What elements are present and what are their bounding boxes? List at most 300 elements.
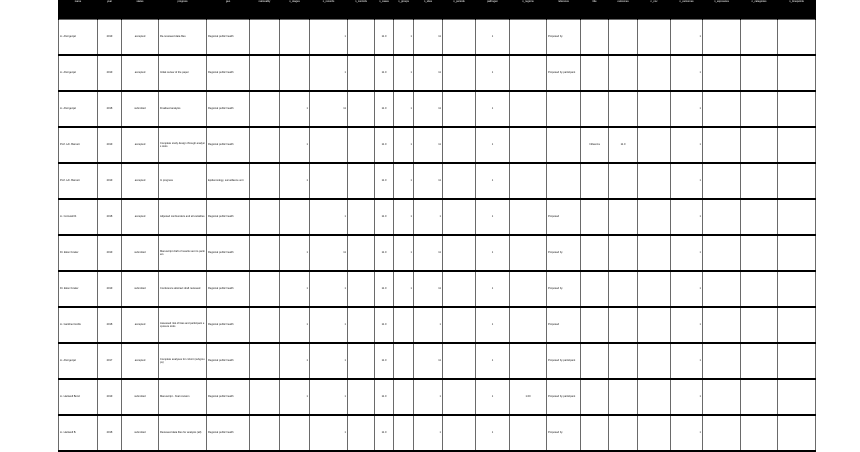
table-cell[interactable] [609,199,638,235]
column-header[interactable]: n_stages [280,0,310,20]
column-header[interactable]: nationality [250,0,280,20]
column-header[interactable]: n_sites [414,0,443,20]
table-cell[interactable]: 1 [280,91,310,127]
table-cell[interactable] [581,235,609,271]
table-cell[interactable] [310,127,348,163]
table-cell[interactable] [510,199,547,235]
table-row[interactable] [59,271,816,307]
table-cell[interactable] [581,199,609,235]
table-cell[interactable] [510,55,547,91]
table-cell[interactable] [394,307,414,343]
table-cell[interactable] [638,415,671,451]
table-cell[interactable] [638,20,671,56]
table-cell[interactable]: 1 [671,307,703,343]
table-cell[interactable] [250,307,280,343]
table-cell[interactable]: 11.0 [375,379,394,415]
table-cell[interactable]: 1 [476,307,510,343]
table-cell[interactable]: 2019 [98,20,122,56]
table-cell[interactable]: submitted [122,415,159,451]
table-cell[interactable]: 11.0 [375,415,394,451]
table-cell[interactable]: Lt. Ahorgenjel [59,343,98,379]
table-cell[interactable] [250,163,280,199]
table-cell[interactable] [348,55,375,91]
table-cell[interactable] [510,307,547,343]
table-cell[interactable] [443,127,476,163]
table-cell[interactable]: Prof. Ldr. Barnett [59,127,98,163]
table-cell[interactable]: accepted [122,199,159,235]
table-cell[interactable]: Re-reviewed data files [159,20,207,56]
table-cell[interactable]: 1 [476,271,510,307]
table-cell[interactable]: 1 [671,55,703,91]
table-cell[interactable]: 1 [476,163,510,199]
table-cell[interactable]: 11.0 [375,163,394,199]
table-cell[interactable]: 11 [414,55,443,91]
table-cell[interactable] [638,235,671,271]
table-cell[interactable] [443,199,476,235]
table-cell[interactable]: Proposed by [547,235,581,271]
table-cell[interactable]: 1 [671,163,703,199]
table-cell[interactable]: 1 [476,199,510,235]
table-cell[interactable]: Epidemiology, surveillance unit [207,163,250,199]
table-cell[interactable] [348,163,375,199]
table-cell[interactable]: 1 [394,235,414,271]
table-cell[interactable]: 11.0 [375,127,394,163]
table-cell[interactable] [250,55,280,91]
table-cell[interactable] [510,20,547,56]
table-cell[interactable]: 11.0 [609,127,638,163]
table-cell[interactable] [581,379,609,415]
table-cell[interactable]: 11 [310,235,348,271]
table-cell[interactable] [703,127,741,163]
column-header[interactable]: geo [207,0,250,20]
table-cell[interactable]: 11.0 [375,307,394,343]
table-cell[interactable]: Proposed [547,199,581,235]
table-cell[interactable] [609,163,638,199]
table-cell[interactable]: 11.0 [375,343,394,379]
table-cell[interactable]: 1 [671,271,703,307]
table-cell[interactable] [348,91,375,127]
table-cell[interactable] [609,343,638,379]
table-cell[interactable]: Dr. Ekon Fowler [59,235,98,271]
table-cell[interactable] [443,343,476,379]
table-cell[interactable] [581,55,609,91]
table-cell[interactable] [638,127,671,163]
column-header[interactable]: progress [159,0,207,20]
table-cell[interactable] [348,271,375,307]
table-row[interactable] [59,55,816,91]
table-cell[interactable]: 1 [414,379,443,415]
table-cell[interactable]: Prof. Ldr. Barnett [59,163,98,199]
table-cell[interactable]: 2019 [98,271,122,307]
table-cell[interactable]: 11.0 [375,271,394,307]
table-cell[interactable] [250,235,280,271]
table-cell[interactable]: Lt. Gardiner Hollis [59,307,98,343]
table-cell[interactable]: 1 [476,343,510,379]
table-cell[interactable] [778,307,816,343]
table-cell[interactable] [703,91,741,127]
table-cell[interactable]: Lt. Ahorgenjel [59,55,98,91]
table-cell[interactable]: Conference abstract draft reviewed [159,271,207,307]
table-cell[interactable]: 1 [310,343,348,379]
table-cell[interactable] [741,235,778,271]
table-cell[interactable] [778,55,816,91]
table-cell[interactable] [348,20,375,56]
table-cell[interactable]: Regional public health [207,127,250,163]
table-cell[interactable] [510,415,547,451]
table-cell[interactable] [703,343,741,379]
table-cell[interactable] [443,91,476,127]
table-cell[interactable]: 1 [394,55,414,91]
table-cell[interactable]: submitted [122,235,159,271]
table-cell[interactable]: 1 [671,127,703,163]
table-cell[interactable] [581,415,609,451]
column-header[interactable]: status [122,0,159,20]
table-cell[interactable] [443,307,476,343]
table-cell[interactable]: 1 [310,199,348,235]
table-cell[interactable]: 1 [310,415,348,451]
table-cell[interactable] [394,415,414,451]
table-cell[interactable] [250,91,280,127]
table-cell[interactable]: Regional public health [207,20,250,56]
table-row[interactable] [59,163,816,199]
table-cell[interactable]: 1 [280,379,310,415]
table-cell[interactable]: 11 [414,343,443,379]
table-cell[interactable] [609,415,638,451]
table-cell[interactable] [703,379,741,415]
table-row[interactable] [59,20,816,56]
table-cell[interactable]: 1 [280,163,310,199]
table-cell[interactable]: Regional public health [207,91,250,127]
table-cell[interactable]: 1 [310,379,348,415]
table-cell[interactable] [741,271,778,307]
table-cell[interactable] [609,271,638,307]
table-row[interactable] [59,199,816,235]
table-cell[interactable]: submitted [122,271,159,307]
table-cell[interactable]: Proposed by participant [547,343,581,379]
column-header[interactable]: year [98,0,122,20]
table-cell[interactable]: 1 [476,20,510,56]
table-cell[interactable]: 1 [310,271,348,307]
table-row[interactable] [59,415,816,451]
table-cell[interactable] [348,343,375,379]
table-cell[interactable]: 2019 [98,55,122,91]
table-cell[interactable]: Lt. Cornwell R. [59,199,98,235]
table-cell[interactable] [547,163,581,199]
column-header[interactable]: pathogen [476,0,510,20]
table-cell[interactable] [638,199,671,235]
table-cell[interactable]: Complete analyses for cohort (subgroups) [159,343,207,379]
table-cell[interactable] [778,271,816,307]
table-cell[interactable] [348,199,375,235]
table-cell[interactable] [778,163,816,199]
table-cell[interactable]: Lt. Ahorgenjel [59,91,98,127]
column-header[interactable]: n_records [310,0,348,20]
table-cell[interactable]: Proposed by [547,415,581,451]
table-cell[interactable]: Regional public health [207,55,250,91]
table-cell[interactable] [703,307,741,343]
table-cell[interactable]: 1 [394,199,414,235]
table-cell[interactable] [703,20,741,56]
table-cell[interactable]: 1.00 [510,379,547,415]
table-cell[interactable] [778,379,816,415]
table-cell[interactable]: Lt. Hartwell Bond [59,379,98,415]
column-header[interactable]: n_regions [510,0,547,20]
table-cell[interactable]: 1 [280,127,310,163]
table-cell[interactable]: Adjusted confounders and all variables [159,199,207,235]
table-cell[interactable] [703,163,741,199]
table-cell[interactable]: 1 [476,379,510,415]
table-cell[interactable] [741,343,778,379]
table-cell[interactable]: 1 [394,271,414,307]
table-cell[interactable]: Proposed [547,307,581,343]
table-cell[interactable] [638,271,671,307]
table-cell[interactable]: In progress [159,163,207,199]
table-row[interactable] [59,91,816,127]
table-cell[interactable]: 2017 [98,343,122,379]
column-header[interactable]: n_exposures [703,0,741,20]
table-cell[interactable]: 11.0 [375,20,394,56]
table-cell[interactable]: 2019 [98,235,122,271]
table-cell[interactable]: Proposed by participant [547,379,581,415]
table-cell[interactable] [741,127,778,163]
table-cell[interactable] [510,127,547,163]
table-cell[interactable] [638,163,671,199]
table-cell[interactable]: 2018 [98,307,122,343]
table-cell[interactable] [609,379,638,415]
table-cell[interactable]: Lt. Hartwell B. [59,415,98,451]
table-cell[interactable]: Manuscript - final revision [159,379,207,415]
table-cell[interactable] [609,235,638,271]
table-cell[interactable] [443,271,476,307]
table-row[interactable] [59,127,816,163]
table-cell[interactable]: Regional public health [207,379,250,415]
table-cell[interactable] [778,235,816,271]
table-cell[interactable]: accepted [122,343,159,379]
table-cell[interactable] [703,55,741,91]
table-cell[interactable] [250,415,280,451]
table-cell[interactable]: submitted [122,91,159,127]
table-cell[interactable] [250,379,280,415]
table-cell[interactable] [638,55,671,91]
column-header[interactable]: reference [547,0,581,20]
table-cell[interactable] [510,235,547,271]
column-header[interactable]: n_outcomes [671,0,703,20]
table-cell[interactable]: 1 [280,271,310,307]
table-cell[interactable]: accepted [122,55,159,91]
table-cell[interactable] [250,20,280,56]
table-cell[interactable]: Regional public health [207,271,250,307]
table-cell[interactable]: Manuscript draft of results sent to partners [159,235,207,271]
table-cell[interactable]: 11 [310,91,348,127]
table-cell[interactable] [280,199,310,235]
table-cell[interactable]: Influenza [581,127,609,163]
table-cell[interactable]: Complete study design through analysis tools [159,127,207,163]
table-cell[interactable] [609,91,638,127]
table-cell[interactable] [703,415,741,451]
table-cell[interactable]: 11.0 [375,235,394,271]
table-cell[interactable] [778,199,816,235]
table-cell[interactable] [741,20,778,56]
table-cell[interactable]: Regional public health [207,199,250,235]
table-cell[interactable]: accepted [122,20,159,56]
table-cell[interactable] [638,379,671,415]
table-cell[interactable]: Dr. Ekon Fowler [59,271,98,307]
table-cell[interactable] [348,307,375,343]
table-cell[interactable] [510,343,547,379]
table-cell[interactable]: Initial review of the paper [159,55,207,91]
table-cell[interactable] [581,307,609,343]
table-cell[interactable] [638,343,671,379]
column-header[interactable]: outcomes [609,0,638,20]
table-cell[interactable] [741,379,778,415]
table-cell[interactable]: Finalised analysis [159,91,207,127]
table-cell[interactable] [250,127,280,163]
table-row[interactable] [59,307,816,343]
table-cell[interactable]: Proposed by [547,20,581,56]
table-cell[interactable] [581,163,609,199]
table-cell[interactable] [581,271,609,307]
table-cell[interactable] [609,307,638,343]
table-cell[interactable]: 1 [476,91,510,127]
table-cell[interactable] [703,199,741,235]
table-cell[interactable]: submitted [122,379,159,415]
table-cell[interactable]: 1 [310,307,348,343]
table-cell[interactable] [778,343,816,379]
table-cell[interactable] [280,55,310,91]
table-cell[interactable] [443,20,476,56]
table-cell[interactable]: Proposed by participant [547,55,581,91]
table-cell[interactable] [443,415,476,451]
table-cell[interactable]: 11.0 [375,55,394,91]
table-cell[interactable] [703,235,741,271]
table-cell[interactable]: 11 [414,235,443,271]
table-cell[interactable]: 1 [280,343,310,379]
table-cell[interactable]: 2019 [98,127,122,163]
table-cell[interactable]: 1 [671,415,703,451]
table-cell[interactable] [510,91,547,127]
table-cell[interactable]: Regional public health [207,235,250,271]
table-cell[interactable] [778,415,816,451]
table-cell[interactable] [741,415,778,451]
column-header[interactable]: n_categories [741,0,778,20]
table-cell[interactable]: 11 [414,163,443,199]
table-cell[interactable]: 1 [476,415,510,451]
table-cell[interactable] [741,307,778,343]
table-cell[interactable]: Reviewed data files for analysis (all) [159,415,207,451]
table-cell[interactable] [348,127,375,163]
column-header[interactable]: n_timepoints [778,0,816,20]
table-cell[interactable]: 1 [394,163,414,199]
table-cell[interactable]: 2019 [98,379,122,415]
table-cell[interactable] [348,235,375,271]
table-cell[interactable]: 2019 [98,163,122,199]
table-cell[interactable]: 1 [671,91,703,127]
table-cell[interactable] [703,271,741,307]
table-cell[interactable] [443,379,476,415]
table-cell[interactable] [741,55,778,91]
table-cell[interactable]: 11 [414,271,443,307]
table-cell[interactable] [638,307,671,343]
table-cell[interactable] [443,163,476,199]
table-cell[interactable] [547,91,581,127]
table-cell[interactable] [510,163,547,199]
table-cell[interactable] [778,91,816,127]
table-cell[interactable]: accepted [122,307,159,343]
column-header[interactable]: n_periods [443,0,476,20]
table-cell[interactable]: 11 [414,127,443,163]
table-cell[interactable]: 1 [476,235,510,271]
table-cell[interactable] [609,55,638,91]
table-cell[interactable]: 1 [414,415,443,451]
table-cell[interactable] [348,379,375,415]
table-cell[interactable] [280,415,310,451]
table-cell[interactable] [638,91,671,127]
table-cell[interactable]: 2018 [98,199,122,235]
table-cell[interactable]: Assessed risk of bias and participant exposure tools [159,307,207,343]
table-cell[interactable]: Regional public health [207,307,250,343]
table-cell[interactable] [609,20,638,56]
table-cell[interactable] [310,163,348,199]
table-cell[interactable]: Lt. Ahorgenjel [59,20,98,56]
table-cell[interactable]: 1 [280,235,310,271]
table-cell[interactable] [250,343,280,379]
table-cell[interactable] [510,271,547,307]
column-header[interactable]: n_cov [638,0,671,20]
table-cell[interactable]: 1 [394,91,414,127]
column-header[interactable]: n_controls [348,0,375,20]
table-cell[interactable]: Proposed by [547,271,581,307]
table-cell[interactable] [394,379,414,415]
table-cell[interactable] [741,163,778,199]
table-cell[interactable]: 1 [671,199,703,235]
column-header[interactable]: name [59,0,98,20]
table-cell[interactable] [581,20,609,56]
table-cell[interactable]: 1 [414,199,443,235]
table-cell[interactable] [547,127,581,163]
table-cell[interactable]: 11 [414,20,443,56]
table-cell[interactable]: accepted [122,163,159,199]
table-cell[interactable]: 1 [476,127,510,163]
table-row[interactable] [59,343,816,379]
table-cell[interactable]: 1 [394,127,414,163]
table-row[interactable] [59,379,816,415]
table-cell[interactable]: 1 [310,20,348,56]
table-cell[interactable]: 11.0 [375,199,394,235]
table-cell[interactable] [250,271,280,307]
table-cell[interactable] [778,20,816,56]
table-cell[interactable]: 11.0 [375,91,394,127]
table-cell[interactable]: accepted [122,127,159,163]
table-row[interactable] [59,235,816,271]
table-cell[interactable] [778,127,816,163]
table-cell[interactable]: 2018 [98,415,122,451]
table-cell[interactable] [250,199,280,235]
table-cell[interactable] [741,91,778,127]
table-cell[interactable]: 1 [671,379,703,415]
table-cell[interactable]: 1 [394,20,414,56]
table-cell[interactable]: Regional public health [207,343,250,379]
table-cell[interactable]: 1 [414,307,443,343]
table-cell[interactable] [348,415,375,451]
table-cell[interactable]: 1 [476,55,510,91]
table-cell[interactable] [443,55,476,91]
table-cell[interactable]: 1 [671,235,703,271]
table-cell[interactable]: 2018 [98,91,122,127]
table-cell[interactable] [394,343,414,379]
table-cell[interactable] [741,199,778,235]
table-cell[interactable]: 1 [671,20,703,56]
table-cell[interactable]: 1 [671,343,703,379]
